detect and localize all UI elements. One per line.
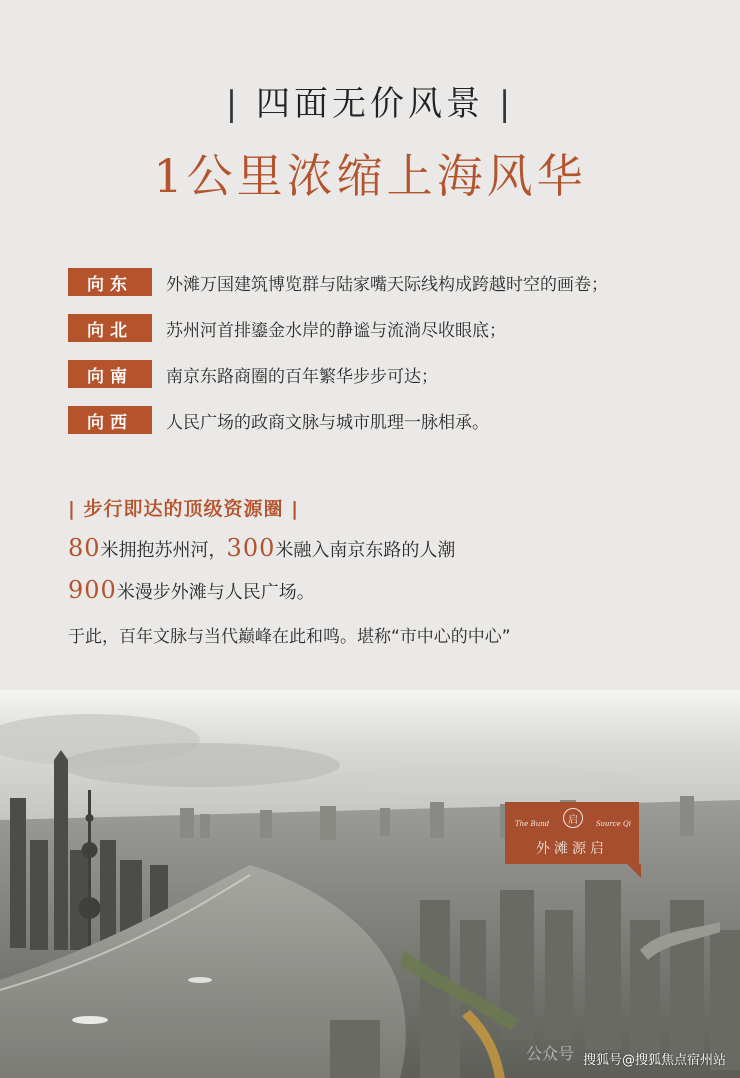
brand-logo-badge [505,802,639,864]
direction-item-north [68,314,708,342]
distance-text: 米拥抱苏州河， [100,540,227,561]
faint-watermark: 公众号 [526,1044,575,1063]
logo-english-right: Source Qi [595,820,631,828]
closing-text: 于此，百年文脉与当代巅峰在此和鸣。堪称“市中心的中心” [68,627,511,647]
city-skyline-illustration [0,690,740,1078]
direction-text: 人民广场的政商文脉与城市肌理一脉相承。 [166,412,489,433]
section-heading: | 步行即达的顶级资源圈 | [68,498,300,520]
source-watermark: 搜狐号@搜狐焦点宿州站 [582,1053,726,1068]
walk-line-2 [68,576,315,604]
page-title: 1公里浓缩上海风华 [153,149,587,203]
direction-item-south [68,360,708,388]
direction-list [68,268,708,452]
city-aerial-photo [0,690,740,1078]
direction-text: 南京东路商圈的百年繁华步步可达； [166,366,438,387]
direction-tag: 向南 [68,360,152,388]
distance-number: 900 [68,576,117,604]
divider-bar-left: | [225,84,242,124]
subtitle [0,76,740,125]
direction-tag: 向北 [68,314,152,342]
distance-number: 80 [68,534,101,562]
direction-text: 苏州河首排鎏金水岸的静谧与流淌尽收眼底； [166,320,506,341]
distance-text: 米漫步外滩与人民广场。 [116,582,315,603]
subtitle-text: 四面无价风景 [256,84,484,124]
divider-bar-right: | [498,84,515,124]
logo-chinese-name: 外滩源启 [536,841,608,857]
logo-seal-icon: 启 [563,808,583,828]
logo-english-left: The Bund [515,820,550,828]
direction-tag: 向西 [68,406,152,434]
distance-text: 米融入南京东路的人潮 [275,540,456,561]
direction-tag: 向东 [68,268,152,296]
direction-item-east [68,268,708,296]
direction-item-west [68,406,708,434]
distance-number: 300 [226,534,276,562]
walk-line-1 [68,534,455,562]
direction-text: 外滩万国建筑博览群与陆家嘴天际线构成跨越时空的画卷； [166,274,608,295]
